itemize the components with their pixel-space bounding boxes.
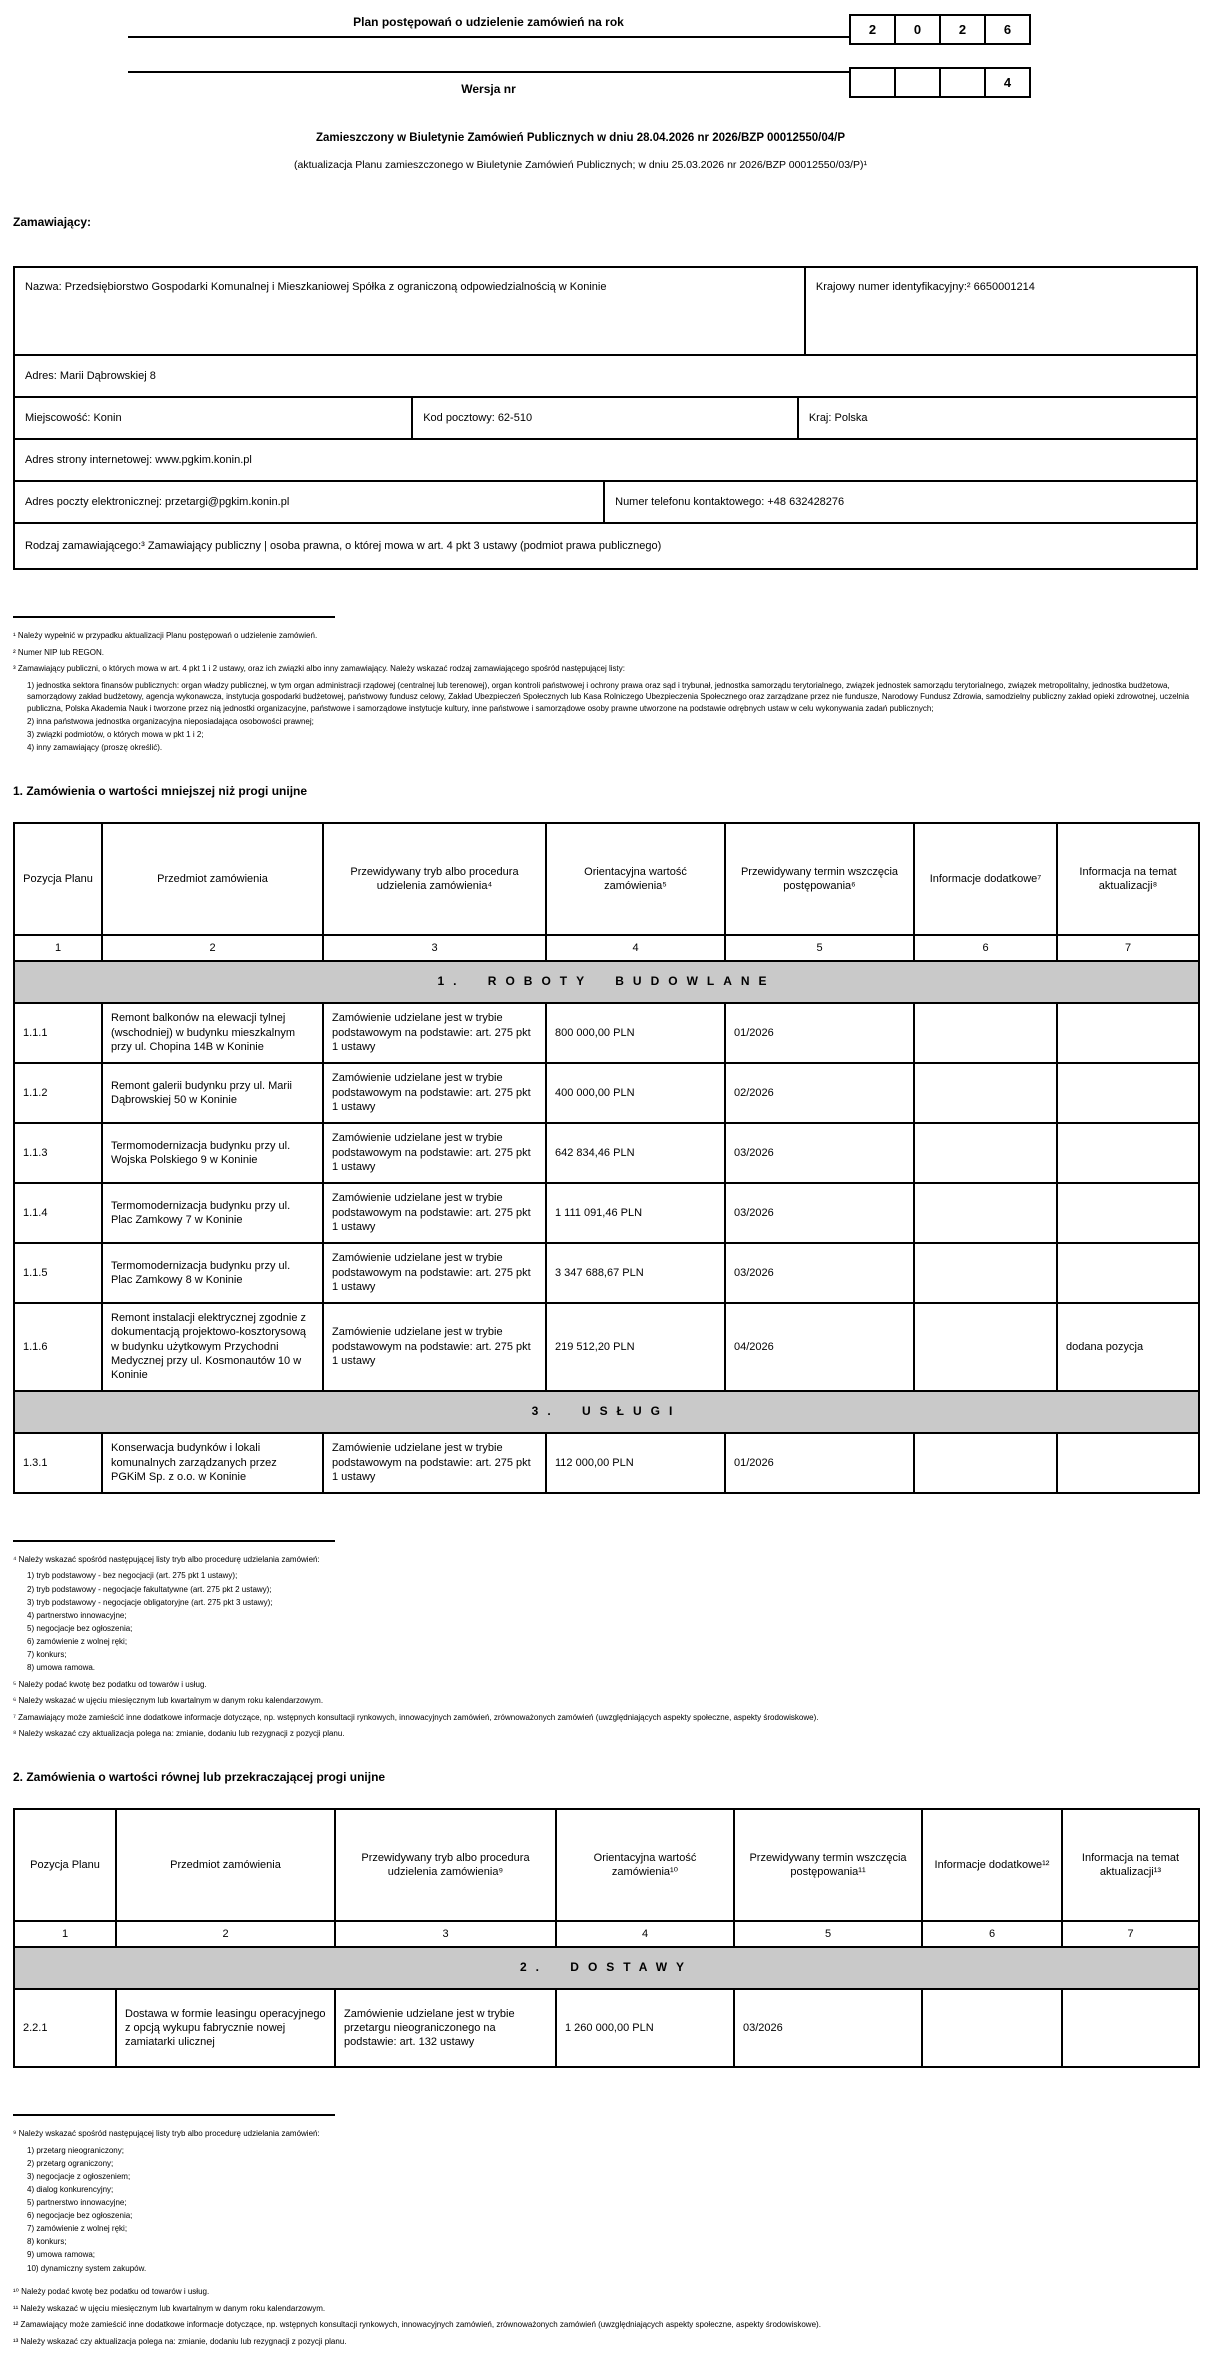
cell-tryb: Zamówienie udzielane jest w trybie przetargu nieograniczonego na podstawie: art. 132 ustawy bbox=[335, 1989, 556, 2067]
footnote-4-item-6: 6) zamówienie z wolnej ręki; bbox=[27, 1636, 128, 1646]
header-pozycja-planu: Pozycja Planu bbox=[14, 1809, 116, 1921]
footnote-3-item-3: 3) związki podmiotów, o których mowa w pkt 1 i 2; bbox=[27, 730, 204, 740]
publication-block bbox=[13, 132, 1148, 171]
buyer-row-type bbox=[15, 522, 1196, 568]
cell-wartosc: 1 111 091,46 PLN bbox=[546, 1183, 725, 1243]
footnote-9-item-5: 5) partnerstwo innowacyjne; bbox=[27, 2198, 127, 2208]
cell-termin: 03/2026 bbox=[725, 1183, 914, 1243]
col-number: 1 bbox=[14, 1921, 116, 1947]
cell-przedmiot: Termomodernizacja budynku przy ul. Wojska Polskiego 9 w Koninie bbox=[102, 1123, 323, 1183]
col-number: 7 bbox=[1062, 1921, 1199, 1947]
cell-aktualizacja bbox=[1057, 1243, 1199, 1303]
footnote-divider bbox=[13, 616, 335, 618]
section-2-title: 2. Zamówienia o wartości równej lub przekraczającej progi unijne bbox=[13, 1770, 386, 1785]
footnote-divider bbox=[13, 2114, 335, 2116]
footnote-4-item-8: 8) umowa ramowa. bbox=[27, 1663, 96, 1673]
footnote-3-item-2: 2) inna państwowa jednostka organizacyjna nieposiadająca osobowości prawnej; bbox=[27, 717, 314, 727]
col-number: 7 bbox=[1057, 935, 1199, 961]
buyer-row-name bbox=[15, 268, 1196, 354]
footnote-9-item-2: 2) przetarg ograniczony; bbox=[27, 2158, 114, 2168]
cell-informacje bbox=[914, 1243, 1057, 1303]
band-label: 3. USŁUGI bbox=[14, 1391, 1199, 1433]
footnotes-middle bbox=[13, 1554, 1198, 1740]
footnote-13: ¹³ Należy wskazać czy aktualizacja polega na: zmianie, dodaniu lub rezygnacji z pozycji planu. bbox=[13, 2336, 347, 2346]
header-aktualizacja: Informacja na temat aktualizacji¹³ bbox=[1062, 1809, 1199, 1921]
cell-wartosc: 800 000,00 PLN bbox=[546, 1003, 725, 1063]
cell-pozycja: 1.1.4 bbox=[14, 1183, 102, 1243]
footnote-3-item-1: 1) jednostka sektora finansów publicznych: organ władzy publicznej, w tym organ administracji rządowej (centralnej lub terenowej), organ kontroli państwowej i ochrony prawa oraz sąd i trybunał, jednostka samorządu terytorialnego, związek jednostek samorządu terytorialnego, związek metropolitalny, jednostka budżetowa, samorządowy zakład budżetowy, agencja wykonawcza, instytucja gospodarki budżetowej, państwowy fundusz celowy, Zakład Ubezpieczeń Społecznych lub Kasa Rolniczego Ubezpieczenia Społecznego oraz zarządzane przez nie fundusze, Narodowy Fundusz Zdrowia, samodzielny publiczny zakład opieki zdrowotnej, uczelnia publiczna, Polska Akademia Nauk i tworzone przez nią jednostki organizacyjne, państwowe i samorządowe instytucje kultury, inne państwowe i samorządowe osoby prawne utworzone na podstawie odrębnych ustaw w celu wykonywania zadań publicznych; bbox=[27, 680, 1190, 713]
cell-pozycja: 1.1.5 bbox=[14, 1243, 102, 1303]
year-box-2: 0 bbox=[894, 14, 941, 45]
version-row bbox=[128, 71, 1031, 98]
footnote-7: ⁷ Zamawiający może zamieścić inne dodatkowe informacje dotyczące, np. wstępnych konsultacji rynkowych, innowacyjnych zamówień, zrównoważonych zamówień (uwzględniających aspekty społeczne, aspekty środowiskowe). bbox=[13, 1712, 819, 1722]
cell-informacje bbox=[914, 1183, 1057, 1243]
footnote-divider bbox=[13, 1540, 335, 1542]
cell-informacje bbox=[914, 1123, 1057, 1183]
cell-wartosc: 1 260 000,00 PLN bbox=[556, 1989, 734, 2067]
section-1-title: 1. Zamówienia o wartości mniejszej niż progi unijne bbox=[13, 783, 308, 798]
header-pozycja-planu: Pozycja Planu bbox=[14, 823, 102, 935]
cell-termin: 03/2026 bbox=[725, 1123, 914, 1183]
cell-wartosc: 3 347 688,67 PLN bbox=[546, 1243, 725, 1303]
cell-tryb: Zamówienie udzielane jest w trybie podstawowym na podstawie: art. 275 pkt 1 ustawy bbox=[323, 1433, 546, 1493]
cell-wartosc: 112 000,00 PLN bbox=[546, 1433, 725, 1493]
buyer-country: Kraj: Polska bbox=[797, 398, 1196, 438]
cell-tryb: Zamówienie udzielane jest w trybie podstawowym na podstawie: art. 275 pkt 1 ustawy bbox=[323, 1063, 546, 1123]
footnote-9-item-6: 6) negocjacje bez ogłoszenia; bbox=[27, 2211, 133, 2221]
footnote-11: ¹¹ Należy wskazać w ujęciu miesięcznym lub kwartalnym w danym roku kalendarzowym. bbox=[13, 2303, 326, 2313]
col-number: 6 bbox=[922, 1921, 1062, 1947]
col-number: 4 bbox=[556, 1921, 734, 1947]
header-tryb: Przewidywany tryb albo procedura udzielenia zamówienia⁹ bbox=[335, 1809, 556, 1921]
footnote-9-item-3: 3) negocjacje z ogłoszeniem; bbox=[27, 2171, 131, 2181]
cell-pozycja: 1.1.1 bbox=[14, 1003, 102, 1063]
footnote-8: ⁸ Należy wskazać czy aktualizacja polega na: zmianie, dodaniu lub rezygnacji z pozycji planu. bbox=[13, 1729, 345, 1739]
buyer-postal-code: Kod pocztowy: 62-510 bbox=[411, 398, 797, 438]
header-wartosc: Orientacyjna wartość zamówienia¹⁰ bbox=[556, 1809, 734, 1921]
table-row bbox=[14, 1303, 1199, 1391]
col-number: 5 bbox=[734, 1921, 922, 1947]
header-informacje: Informacje dodatkowe¹² bbox=[922, 1809, 1062, 1921]
cell-informacje bbox=[914, 1303, 1057, 1391]
cell-pozycja: 1.3.1 bbox=[14, 1433, 102, 1493]
cell-informacje bbox=[914, 1003, 1057, 1063]
footnote-5: ⁵ Należy podać kwotę bez podatku od towarów i usług. bbox=[13, 1679, 207, 1689]
year-box-3: 2 bbox=[939, 14, 986, 45]
category-band-roboty-budowlane bbox=[14, 961, 1199, 1003]
cell-termin: 02/2026 bbox=[725, 1063, 914, 1123]
version-boxes bbox=[849, 67, 1031, 98]
cell-pozycja: 1.1.3 bbox=[14, 1123, 102, 1183]
column-number-row bbox=[14, 1921, 1199, 1947]
year-box-4: 6 bbox=[984, 14, 1031, 45]
footnote-4-item-3: 3) tryb podstawowy - negocjacje obligatoryjne (art. 275 pkt 3 ustawy); bbox=[27, 1597, 273, 1607]
footnote-4-item-7: 7) konkurs; bbox=[27, 1650, 67, 1659]
table-below-eu-thresholds bbox=[13, 822, 1200, 1494]
cell-termin: 03/2026 bbox=[725, 1243, 914, 1303]
cell-aktualizacja bbox=[1057, 1183, 1199, 1243]
footnote-1: ¹ Należy wypełnić w przypadku aktualizacji Planu postępowań o udzielenie zamówień. bbox=[13, 631, 318, 640]
plan-title: Plan postępowań o udzielenie zamówień na rok bbox=[128, 15, 849, 38]
buyer-address: Adres: Marii Dąbrowskiej 8 bbox=[25, 369, 156, 382]
version-box-4: 4 bbox=[984, 67, 1031, 98]
col-number: 6 bbox=[914, 935, 1057, 961]
header-informacje: Informacje dodatkowe⁷ bbox=[914, 823, 1057, 935]
cell-pozycja: 1.1.6 bbox=[14, 1303, 102, 1391]
cell-przedmiot: Konserwacja budynków i lokali komunalnych zarządzanych przez PGKiM Sp. z o.o. w Koninie bbox=[102, 1433, 323, 1493]
cell-aktualizacja bbox=[1057, 1003, 1199, 1063]
col-number: 3 bbox=[323, 935, 546, 961]
footnote-12: ¹² Zamawiający może zamieścić inne dodatkowe informacje dotyczące, np. wstępnych konsultacji rynkowych, innowacyjnych zamówień, zrównoważonych zamówień (uwzględniających aspekty społeczne, aspekty środowiskowe). bbox=[13, 2320, 821, 2330]
buyer-label: Zamawiający: bbox=[13, 215, 92, 229]
buyer-national-id: Krajowy numer identyfikacyjny:² 6650001214 bbox=[804, 268, 1196, 354]
cell-przedmiot: Termomodernizacja budynku przy ul. Plac Zamkowy 8 w Koninie bbox=[102, 1243, 323, 1303]
footnote-4-item-4: 4) partnerstwo innowacyjne; bbox=[27, 1610, 127, 1620]
buyer-city: Miejscowość: Konin bbox=[25, 411, 122, 424]
footnote-9-item-1: 1) przetarg nieograniczony; bbox=[27, 2145, 124, 2155]
header-wartosc: Orientacyjna wartość zamówienia⁵ bbox=[546, 823, 725, 935]
cell-informacje bbox=[914, 1433, 1057, 1493]
buyer-table bbox=[13, 266, 1198, 570]
band-label: 2. DOSTAWY bbox=[14, 1947, 1199, 1989]
published-line: Zamieszczony w Biuletynie Zamówień Publicznych w dniu 28.04.2026 nr 2026/BZP 00012550/04/P bbox=[315, 132, 845, 144]
cell-informacje bbox=[914, 1063, 1057, 1123]
version-box-3 bbox=[939, 67, 986, 98]
cell-tryb: Zamówienie udzielane jest w trybie podstawowym na podstawie: art. 275 pkt 1 ustawy bbox=[323, 1123, 546, 1183]
footnote-4-item-5: 5) negocjacje bez ogłoszenia; bbox=[27, 1623, 133, 1633]
version-label: Wersja nr bbox=[128, 71, 849, 96]
buyer-row-address bbox=[15, 354, 1196, 396]
cell-przedmiot: Remont balkonów na elewacji tylnej (wschodniej) w budynku mieszkalnym przy ul. Chopina 14B w Koninie bbox=[102, 1003, 323, 1063]
table-row bbox=[14, 1123, 1199, 1183]
band-label: 1. ROBOTY BUDOWLANE bbox=[14, 961, 1199, 1003]
year-box-1: 2 bbox=[849, 14, 896, 45]
col-number: 2 bbox=[102, 935, 323, 961]
cell-tryb: Zamówienie udzielane jest w trybie podstawowym na podstawie: art. 275 pkt 1 ustawy bbox=[323, 1003, 546, 1063]
col-number: 2 bbox=[116, 1921, 335, 1947]
category-band-dostawy bbox=[14, 1947, 1199, 1989]
footnote-9-item-7: 7) zamówienie z wolnej ręki; bbox=[27, 2224, 128, 2234]
table-row bbox=[14, 1183, 1199, 1243]
footnote-3-item-4: 4) inny zamawiający (proszę określić). bbox=[27, 743, 163, 753]
cell-informacje bbox=[922, 1989, 1062, 2067]
header-aktualizacja: Informacja na temat aktualizacji⁸ bbox=[1057, 823, 1199, 935]
header-przedmiot: Przedmiot zamówienia bbox=[116, 1809, 335, 1921]
cell-aktualizacja bbox=[1057, 1433, 1199, 1493]
buyer-row-city bbox=[15, 396, 1196, 438]
buyer-type: Rodzaj zamawiającego:³ Zamawiający publiczny | osoba prawna, o której mowa w art. 4 pkt 3 ustawy (podmiot prawa publicznego) bbox=[25, 539, 662, 552]
cell-wartosc: 219 512,20 PLN bbox=[546, 1303, 725, 1391]
header-tryb: Przewidywany tryb albo procedura udzielenia zamówienia⁴ bbox=[323, 823, 546, 935]
cell-termin: 03/2026 bbox=[734, 1989, 922, 2067]
header-przedmiot: Przedmiot zamówienia bbox=[102, 823, 323, 935]
buyer-row-contact bbox=[15, 480, 1196, 522]
column-number-row bbox=[14, 935, 1199, 961]
cell-wartosc: 642 834,46 PLN bbox=[546, 1123, 725, 1183]
table-header-row bbox=[14, 1809, 1199, 1921]
footnote-9-item-4: 4) dialog konkurencyjny; bbox=[27, 2184, 114, 2194]
buyer-email: Adres poczty elektronicznej: przetargi@pgkim.konin.pl bbox=[25, 495, 290, 508]
table-above-eu-thresholds bbox=[13, 1808, 1200, 2068]
footnotes-bottom bbox=[13, 2128, 1198, 2347]
footnote-4-item-2: 2) tryb podstawowy - negocjacje fakultatywne (art. 275 pkt 2 ustawy); bbox=[27, 1584, 272, 1594]
cell-wartosc: 400 000,00 PLN bbox=[546, 1063, 725, 1123]
buyer-website: Adres strony internetowej: www.pgkim.konin.pl bbox=[25, 453, 252, 466]
cell-termin: 01/2026 bbox=[725, 1003, 914, 1063]
year-boxes bbox=[849, 14, 1031, 45]
footnote-10: ¹⁰ Należy podać kwotę bez podatku od towarów i usług. bbox=[13, 2287, 210, 2297]
col-number: 1 bbox=[14, 935, 102, 961]
table-row bbox=[14, 1063, 1199, 1123]
cell-aktualizacja bbox=[1057, 1123, 1199, 1183]
col-number: 3 bbox=[335, 1921, 556, 1947]
col-number: 4 bbox=[546, 935, 725, 961]
cell-tryb: Zamówienie udzielane jest w trybie podstawowym na podstawie: art. 275 pkt 1 ustawy bbox=[323, 1243, 546, 1303]
footnote-9-item-9: 9) umowa ramowa; bbox=[27, 2250, 96, 2260]
cell-przedmiot: Remont galerii budynku przy ul. Marii Dąbrowskiej 50 w Koninie bbox=[102, 1063, 323, 1123]
table-header-row bbox=[14, 823, 1199, 935]
footnote-2: ² Numer NIP lub REGON. bbox=[13, 647, 104, 657]
cell-przedmiot: Dostawa w formie leasingu operacyjnego z opcją wykupu fabrycznie nowej zamiatarki ulicznej bbox=[116, 1989, 335, 2067]
category-band-uslugi bbox=[14, 1391, 1199, 1433]
footnote-3: ³ Zamawiający publiczni, o których mowa w art. 4 pkt 1 i 2 ustawy, oraz ich związki albo inny zamawiający. Należy wskazać rodzaj zamawiającego spośród następującej listy: bbox=[13, 664, 625, 674]
table-row bbox=[14, 1433, 1199, 1493]
table-row bbox=[14, 1003, 1199, 1063]
cell-przedmiot: Termomodernizacja budynku przy ul. Plac Zamkowy 7 w Koninie bbox=[102, 1183, 323, 1243]
buyer-phone: Numer telefonu kontaktowego: +48 632428276 bbox=[603, 482, 1196, 522]
cell-pozycja: 1.1.2 bbox=[14, 1063, 102, 1123]
footnote-9-item-8: 8) konkurs; bbox=[27, 2237, 67, 2247]
col-number: 5 bbox=[725, 935, 914, 961]
header-termin: Przewidywany termin wszczęcia postępowania¹¹ bbox=[734, 1809, 922, 1921]
cell-termin: 04/2026 bbox=[725, 1303, 914, 1391]
version-box-2 bbox=[894, 67, 941, 98]
footnote-4-item-1: 1) tryb podstawowy - bez negocjacji (art. 275 pkt 1 ustawy); bbox=[27, 1571, 238, 1581]
cell-tryb: Zamówienie udzielane jest w trybie podstawowym na podstawie: art. 275 pkt 1 ustawy bbox=[323, 1303, 546, 1391]
footnote-6: ⁶ Należy wskazać w ujęciu miesięcznym lub kwartalnym w danym roku kalendarzowym. bbox=[13, 1696, 324, 1706]
footnote-9: ⁹ Należy wskazać spośród następującej listy tryb albo procedurę udzielania zamówień: bbox=[13, 2129, 320, 2139]
footnote-9-item-10: 10) dynamiczny system zakupów. bbox=[27, 2263, 147, 2273]
table-row bbox=[14, 1989, 1199, 2067]
plan-title-row bbox=[128, 14, 1031, 38]
cell-pozycja: 2.2.1 bbox=[14, 1989, 116, 2067]
header-termin: Przewidywany termin wszczęcia postępowania⁶ bbox=[725, 823, 914, 935]
cell-aktualizacja bbox=[1062, 1989, 1199, 2067]
buyer-name: Nazwa: Przedsiębiorstwo Gospodarki Komunalnej i Mieszkaniowej Spółka z ograniczoną odpowiedzialnością w Koninie bbox=[25, 281, 607, 293]
version-box-1 bbox=[849, 67, 896, 98]
buyer-row-website bbox=[15, 438, 1196, 480]
footnote-4: ⁴ Należy wskazać spośród następującej listy tryb albo procedurę udzielania zamówień: bbox=[13, 1554, 320, 1564]
table-row bbox=[14, 1243, 1199, 1303]
cell-przedmiot: Remont instalacji elektrycznej zgodnie z dokumentacją projektowo-kosztorysową w budynku użytkowym Przychodni Medycznej przy ul. Kosmonautów 10 w Koninie bbox=[102, 1303, 323, 1391]
cell-aktualizacja bbox=[1057, 1063, 1199, 1123]
cell-tryb: Zamówienie udzielane jest w trybie podstawowym na podstawie: art. 275 pkt 1 ustawy bbox=[323, 1183, 546, 1243]
update-line: (aktualizacja Planu zamieszczonego w Biuletynie Zamówień Publicznych; w dniu 25.03.2026 nr 2026/BZP 00012550/03/P)¹ bbox=[294, 159, 867, 171]
cell-aktualizacja: dodana pozycja bbox=[1057, 1303, 1199, 1391]
cell-termin: 01/2026 bbox=[725, 1433, 914, 1493]
footnotes-top bbox=[13, 630, 1198, 754]
